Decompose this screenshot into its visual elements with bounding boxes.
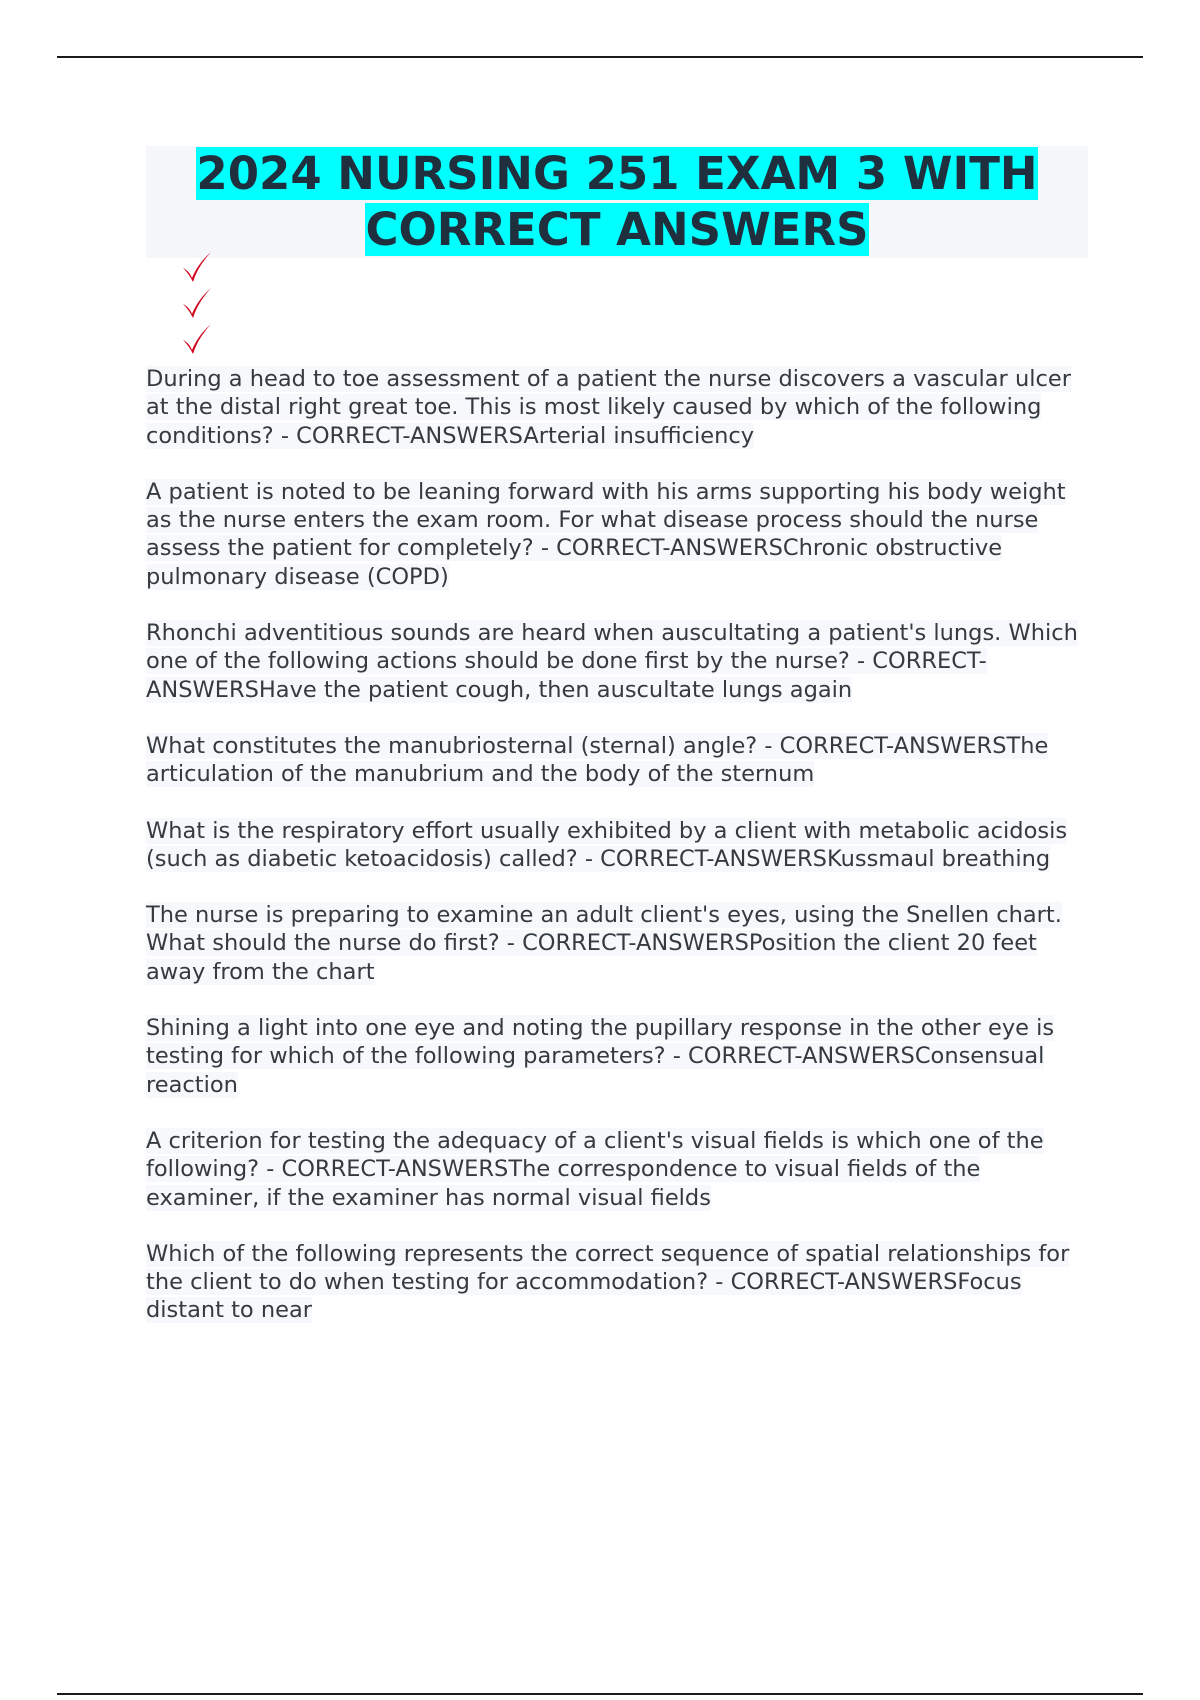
answer-separator: - CORRECT-ANSWERS xyxy=(273,422,524,449)
qa-item xyxy=(146,619,1096,704)
question-text: What constitutes the manubriosternal (sternal) angle? xyxy=(146,732,758,759)
question-text: Shining a light into one eye and noting the pupillary response in the other eye is testing for which of the following parameters? xyxy=(146,1015,1055,1070)
checkmark-icon xyxy=(180,320,214,356)
answer-separator: - CORRECT-ANSWERS xyxy=(757,732,1007,759)
answer-text: Focus distant to near xyxy=(146,1269,1022,1324)
question-answer-list xyxy=(146,365,1096,1353)
qa-item xyxy=(146,817,1096,874)
answer-text: Consensual reaction xyxy=(146,1043,1045,1098)
qa-item xyxy=(146,365,1096,450)
bottom-rule xyxy=(57,1693,1143,1695)
question-text: Rhonchi adventitious sounds are heard when auscultating a patient's lungs. Which one of the following actions should be done first by the nurse? xyxy=(146,620,1078,675)
qa-item xyxy=(146,1127,1096,1212)
answer-separator: - CORRECT-ANSWERS xyxy=(577,845,827,872)
answer-text: Position the client 20 feet away from the chart xyxy=(146,930,1037,985)
question-text: The nurse is preparing to examine an adult client's eyes, using the Snellen chart. What should the nurse do first? xyxy=(146,902,1062,957)
answer-text: Kussmaul breathing xyxy=(826,845,1051,872)
answer-separator: - CORRECT-ANSWERS xyxy=(146,648,987,703)
answer-separator: - CORRECT-ANSWERS xyxy=(533,535,783,562)
answer-text: Arterial insufficiency xyxy=(523,422,755,449)
question-text: A patient is noted to be leaning forward with his arms supporting his body weight as the nurse enters the exam room. For what disease process should the nurse assess the patient for completely? xyxy=(146,478,1066,562)
answer-separator: - CORRECT-ANSWERS xyxy=(665,1043,915,1070)
title-line-1: 2024 NURSING 251 EXAM 3 WITH xyxy=(196,147,1038,200)
answer-separator: - CORRECT-ANSWERS xyxy=(708,1269,958,1296)
title-block xyxy=(146,146,1088,258)
answer-text: The articulation of the manubrium and the body of the sternum xyxy=(146,732,1049,788)
checkmark-icon xyxy=(180,248,214,284)
question-text: What is the respiratory effort usually exhibited by a client with metabolic acidosis (such as diabetic ketoacidosis) called? xyxy=(146,817,1068,872)
question-text: Which of the following represents the correct sequence of spatial relationships for the client to do when testing for accommodation? xyxy=(146,1240,1070,1296)
answer-text: The correspondence to visual fields of the examiner, if the examiner has normal visual fields xyxy=(146,1156,981,1211)
answer-text: Have the patient cough, then auscultate lungs again xyxy=(258,676,853,703)
qa-item xyxy=(146,478,1096,591)
qa-item xyxy=(146,901,1096,986)
title-line-2: CORRECT ANSWERS xyxy=(365,203,869,256)
answer-separator: - CORRECT-ANSWERS xyxy=(499,930,749,957)
question-text: A criterion for testing the adequacy of a client's visual fields is which one of the following? xyxy=(146,1127,1044,1183)
qa-item xyxy=(146,1014,1096,1099)
checkmark-list xyxy=(180,248,220,356)
question-text: During a head to toe assessment of a patient the nurse discovers a vascular ulcer at the distal right great toe. This is most likely caused by which of the following conditions? xyxy=(146,366,1071,449)
page-title xyxy=(146,146,1088,258)
checkmark-icon xyxy=(180,284,214,320)
qa-item xyxy=(146,1240,1096,1325)
answer-text: Chronic obstructive pulmonary disease (COPD) xyxy=(146,535,1003,590)
answer-separator: - CORRECT-ANSWERS xyxy=(259,1156,509,1183)
qa-item xyxy=(146,732,1096,789)
top-rule xyxy=(57,56,1143,58)
